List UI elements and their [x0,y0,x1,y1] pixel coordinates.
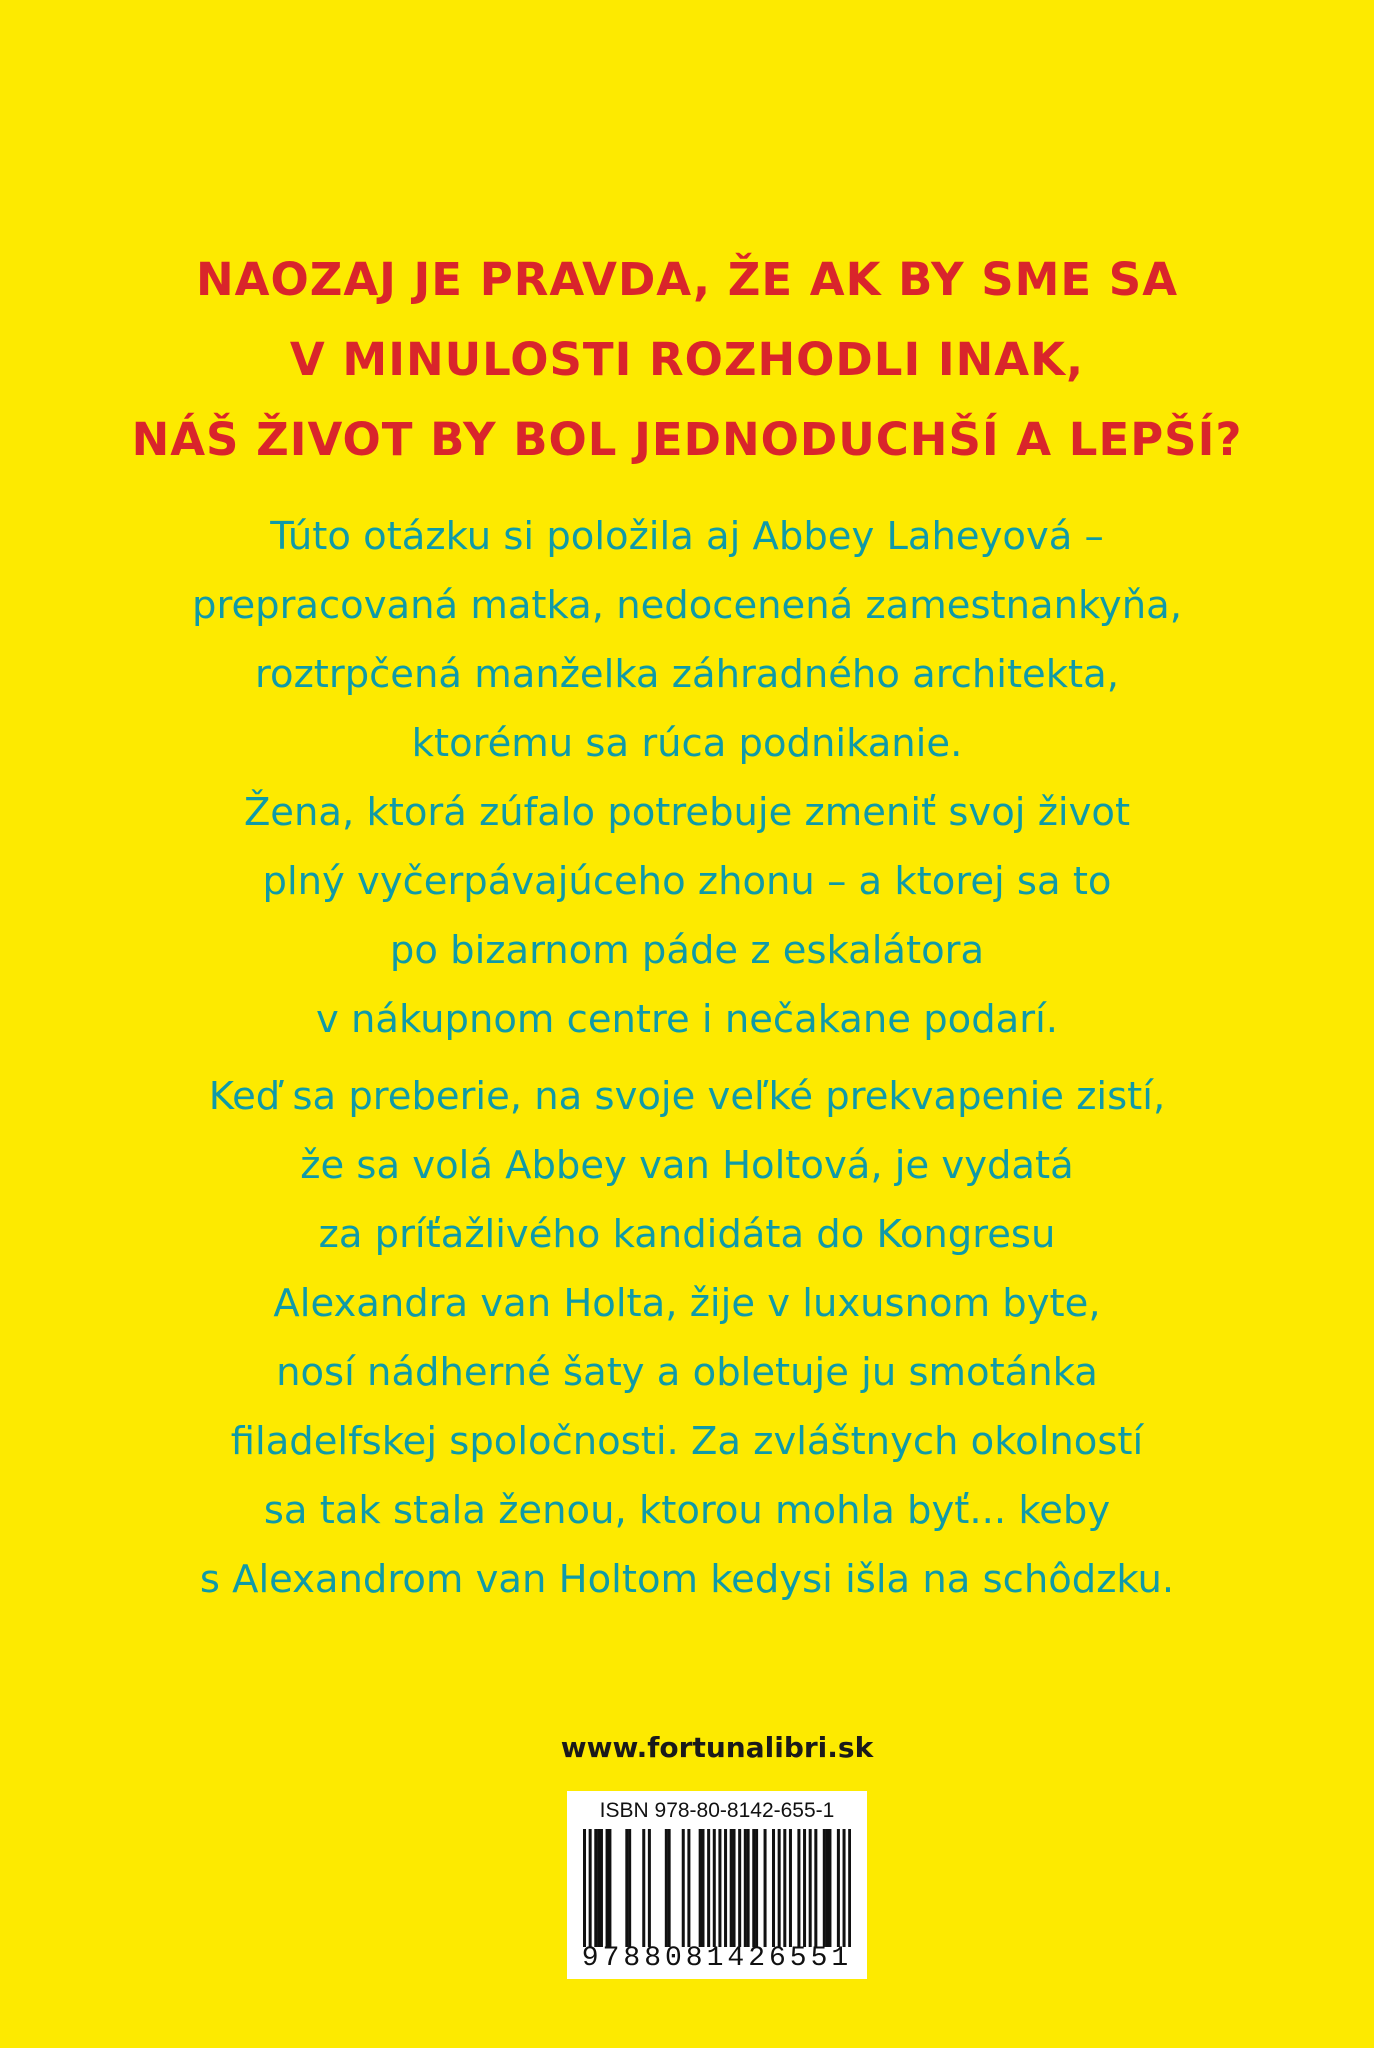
blurb-line: ktorému sa rúca podnikanie. [411,721,963,766]
blurb-line: s Alexandrom van Holtom kedysi išla na schôdzku. [199,1557,1175,1602]
barcode-bar [823,1829,826,1947]
ean-digits: 9788081426551 [581,1943,853,1974]
barcode-bar [738,1829,741,1947]
barcode-bars [583,1829,851,1947]
barcode-bar [597,1829,600,1947]
blurb-line: Alexandra van Holta, žije v luxusnom byte, [273,1281,1101,1326]
barcode-bar [778,1829,781,1947]
blurb-line: v nákupnom centre i nečakane podarí. [315,997,1059,1042]
blurb-line: po bizarnom páde z eskalátora [389,928,985,973]
barcode-bar [814,1829,817,1947]
blurb-line: prepracovaná matka, nedocenená zamestnankyňa, [192,583,1182,628]
barcode-bar [606,1829,609,1947]
barcode-bar [764,1829,767,1947]
barcode-bar [809,1829,812,1947]
barcode-bar [783,1829,786,1947]
barcode-bar [707,1829,710,1947]
barcode-bar [747,1829,750,1947]
blurb-paragraph-2 [0,1062,1374,1614]
isbn-label: ISBN 978-80-8142-655-1 [599,1799,835,1822]
barcode-bar [687,1829,690,1947]
blurb-line: plný vyčerpávajúceho zhonu – a ktorej sa to [262,859,1112,904]
barcode-bar [752,1829,755,1947]
headline-line: NAOZAJ JE PRAVDA, ŽE AK BY SME SA [195,253,1179,306]
blurb-line: že sa volá Abbey van Holtová, je vydatá [300,1143,1074,1188]
blurb-line: sa tak stala ženou, ktorou mohla byť... keby [263,1488,1111,1533]
headline-line: NÁŠ ŽIVOT BY BOL JEDNODUCHŠÍ A LEPŠÍ? [131,413,1243,466]
barcode-bar [733,1829,736,1947]
barcode-bar [668,1829,671,1947]
publisher-website[interactable]: www.fortunalibri.sk [560,1731,874,1764]
barcode-bar [699,1829,702,1947]
barcode-bar [828,1829,831,1947]
barcode-bar [682,1829,685,1947]
blurb-line: za príťažlivého kandidáta do Kongresu [318,1212,1056,1257]
barcode-bar [583,1829,586,1947]
barcode-bar [772,1829,775,1947]
barcode-bar [797,1829,800,1947]
blurb-line: Žena, ktorá zúfalo potrebuje zmeniť svoj život [243,790,1131,835]
barcode-bar [724,1829,727,1947]
barcode-bar [701,1829,704,1947]
headline-line: V MINULOSTI ROZHODLI INAK, [289,333,1085,386]
barcode-bar [837,1829,840,1947]
barcode-bar [642,1829,645,1947]
barcode-bar [625,1829,628,1947]
blurb-line: Keď sa preberie, na svoje veľké prekvapenie zistí, [208,1074,1166,1119]
isbn-barcode [567,1791,867,1979]
barcode-bar [744,1829,747,1947]
blurb-paragraph-1 [0,502,1374,1054]
barcode-bar [843,1829,846,1947]
barcode-bar [589,1829,592,1947]
barcode-bar [600,1829,603,1947]
blurb-line: nosí nádherné šaty a obletuje ju smotánka [276,1350,1098,1395]
barcode-bar [803,1829,806,1947]
blurb-line: roztrpčená manželka záhradného architekta, [255,652,1119,697]
barcode-bar [628,1829,631,1947]
barcode-bar [848,1829,851,1947]
barcode-bar [713,1829,716,1947]
headline [0,240,1374,480]
barcode-bar [718,1829,721,1947]
barcode-bar [608,1829,611,1947]
barcode-bar [648,1829,651,1947]
barcode-bar [789,1829,792,1947]
barcode-bar [594,1829,597,1947]
barcode-bar [755,1829,758,1947]
barcode-bar [826,1829,829,1947]
barcode-bar [665,1829,668,1947]
barcode-bar [730,1829,733,1947]
blurb-line: filadelfskej spoločnosti. Za zvláštnych okolností [230,1419,1144,1464]
blurb-line: Túto otázku si položila aj Abbey Laheyová – [270,514,1104,559]
